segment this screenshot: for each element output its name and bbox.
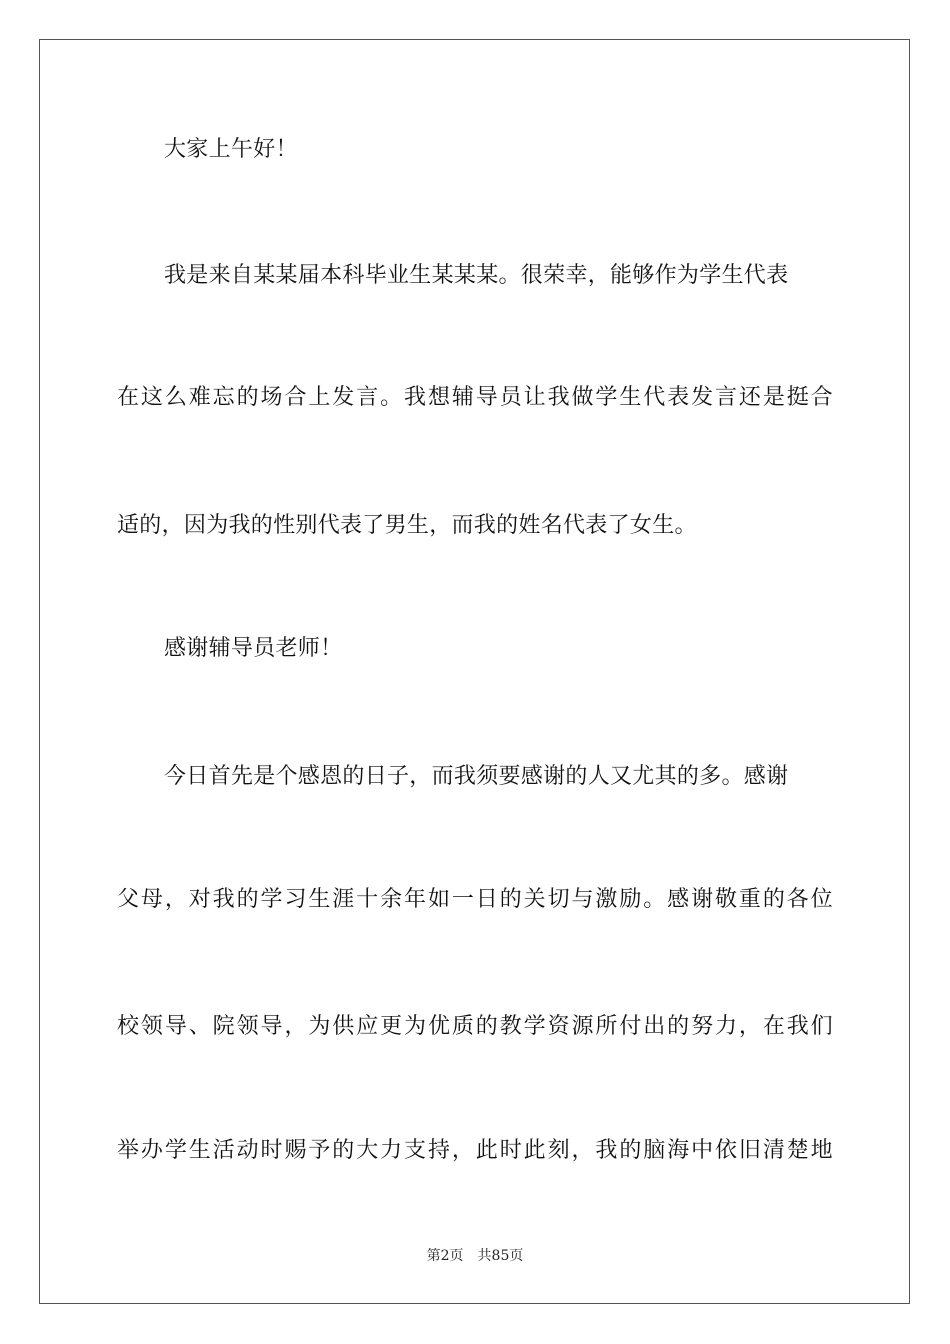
paragraph-line: 适的，因为我的性别代表了男生，而我的姓名代表了女生。 [117,513,697,538]
paragraph-line: 感谢辅导员老师！ [164,636,343,661]
greeting-line: 大家上午好！ [164,137,298,162]
paragraph-line: 举办学生活动时赐予的大力支持，此时此刻，我的脑海中依旧清楚地 [117,1138,833,1163]
paragraph-line: 今日首先是个感恩的日子，而我须要感谢的人又尤其的多。感谢 [164,764,789,789]
page-footer [0,1247,950,1265]
paragraph-line: 我是来自某某届本科毕业生某某某。很荣幸，能够作为学生代表 [164,263,789,288]
page-total: 共85页 [477,1248,524,1264]
page-border [39,39,910,1304]
paragraph-line: 校领导、院领导，为供应更为优质的教学资源所付出的努力，在我们 [117,1014,833,1039]
paragraph-line: 父母，对我的学习生涯十余年如一日的关切与激励。感谢敬重的各位 [117,887,833,912]
paragraph-line: 在这么难忘的场合上发言。我想辅导员让我做学生代表发言还是挺合 [117,385,833,410]
page-number: 第2页 [426,1248,464,1264]
